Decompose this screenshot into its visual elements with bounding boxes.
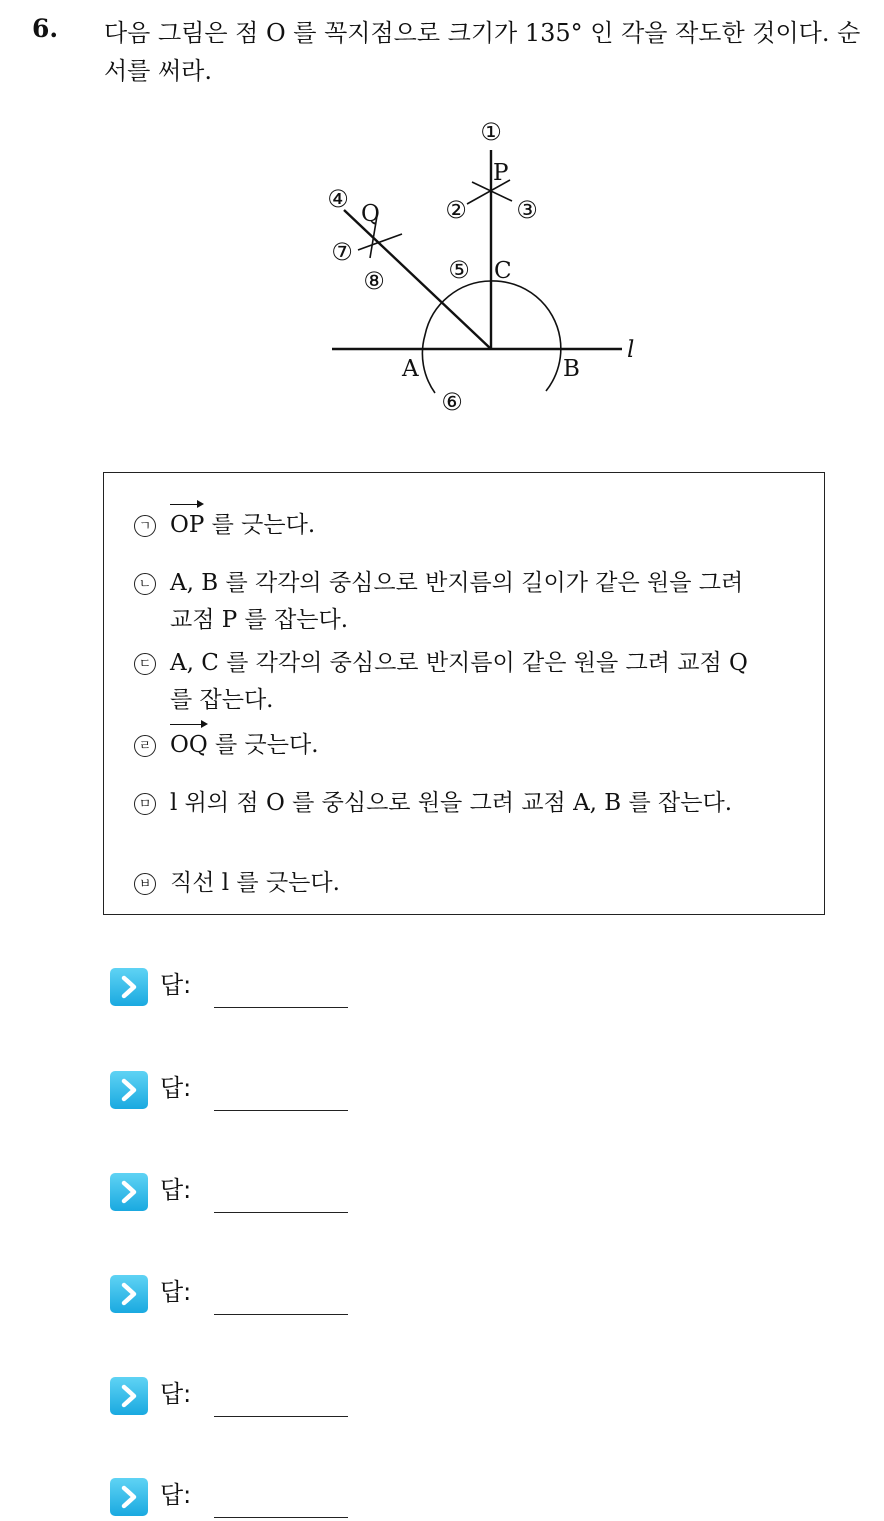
step-mark: ㄹ: [134, 735, 156, 757]
step-num-2: ②: [445, 196, 467, 224]
construction-figure: [320, 110, 650, 420]
answer-blank[interactable]: [214, 1517, 348, 1518]
answer-blank[interactable]: [214, 1007, 348, 1008]
step-num-5: ⑤: [448, 256, 470, 284]
step-mark: ㅁ: [134, 793, 156, 815]
arc-mark-q-7: [358, 234, 402, 250]
chevron-right-icon: [110, 1377, 148, 1415]
label-q: Q: [361, 201, 380, 227]
step-item: ㄷ A, C 를 각각의 중심으로 반지름이 같은 원을 그려 교점 Q 를 잡는다.: [134, 645, 774, 719]
step-num-6: ⑥: [441, 388, 463, 416]
step-item: ㅁ l 위의 점 O 를 중심으로 원을 그려 교점 A, B 를 잡는다.: [134, 785, 774, 822]
label-b: B: [563, 356, 580, 382]
question-number: 6.: [32, 14, 59, 43]
answer-blank[interactable]: [214, 1212, 348, 1213]
step-item: ㄱ OP 를 긋는다.: [134, 507, 774, 544]
step-num-1: ①: [480, 118, 502, 146]
answer-label: 답:: [160, 1074, 192, 1102]
label-l: l: [627, 337, 635, 363]
label-p: P: [493, 160, 509, 186]
step-num-7: ⑦: [331, 238, 353, 266]
answer-blank[interactable]: [214, 1314, 348, 1315]
step-mark: ㅂ: [134, 873, 156, 895]
answer-label: 답:: [160, 1278, 192, 1306]
answer-label: 답:: [160, 971, 192, 999]
question-text: 다음 그림은 점 O 를 꼭지점으로 크기가 135° 인 각을 작도한 것이다. 순서를 써라.: [104, 19, 861, 85]
chevron-right-icon: [110, 968, 148, 1006]
label-a: A: [402, 356, 419, 382]
step-mark: ㄴ: [134, 573, 156, 595]
answer-label: 답:: [160, 1481, 192, 1509]
chevron-right-icon: [110, 1173, 148, 1211]
chevron-right-icon: [110, 1275, 148, 1313]
step-num-8: ⑧: [363, 267, 385, 295]
step-num-4: ④: [327, 185, 349, 213]
step-num-3: ③: [516, 196, 538, 224]
steps-box: [103, 472, 825, 915]
answer-label: 답:: [160, 1380, 192, 1408]
step-mark: ㄷ: [134, 653, 156, 675]
answer-label: 답:: [160, 1176, 192, 1204]
answer-blank[interactable]: [214, 1110, 348, 1111]
label-c: C: [494, 258, 512, 284]
vector-op: OP: [170, 507, 204, 544]
answer-blank[interactable]: [214, 1416, 348, 1417]
step-item: ㄹ OQ 를 긋는다.: [134, 727, 774, 764]
chevron-right-icon: [110, 1071, 148, 1109]
step-mark: ㄱ: [134, 515, 156, 537]
step-item: ㅂ 직선 l 를 긋는다.: [134, 865, 774, 902]
vector-oq: OQ: [170, 727, 208, 764]
chevron-right-icon: [110, 1478, 148, 1516]
step-item: ㄴ A, B 를 각각의 중심으로 반지름의 길이가 같은 원을 그려 교점 P 를 잡는다.: [134, 565, 774, 639]
